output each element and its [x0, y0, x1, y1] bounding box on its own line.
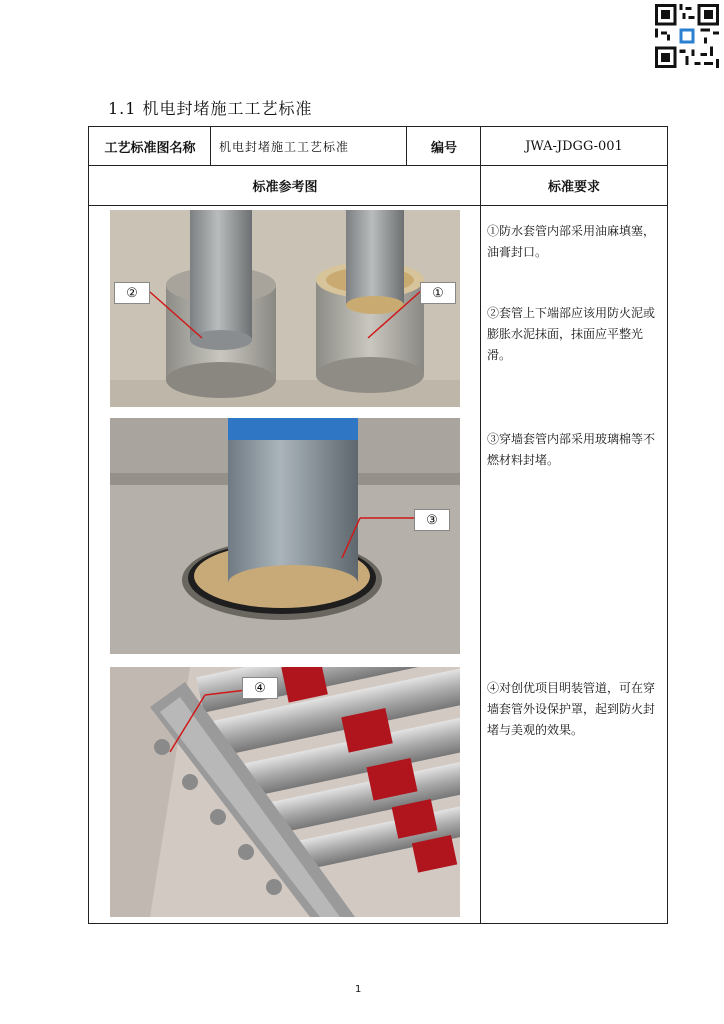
- qr-code-icon: [655, 4, 719, 68]
- column-reference-header: 标准参考图: [252, 179, 318, 195]
- page-number: 1: [355, 984, 362, 995]
- photo-3-label: ④: [242, 677, 278, 699]
- section-heading: 1.1 机电封堵施工工艺标准: [108, 99, 313, 118]
- name-value: 机电封堵施工工艺标准: [219, 139, 350, 154]
- requirement-4: ④对创优项目明装管道，可在穿墙套管外设保护罩，起到防火封堵与美观的效果。: [487, 681, 656, 737]
- requirement-2: ②套管上下端部应该用防火泥或膨胀水泥抹面，抹面应平整光滑。: [487, 306, 656, 362]
- reference-photo-2: [110, 418, 460, 654]
- reference-photo-1: [110, 210, 460, 407]
- code-label: 编号: [430, 140, 457, 156]
- name-label: 工艺标准图名称: [104, 140, 196, 156]
- code-value: JWA-JDGG-001: [525, 138, 623, 154]
- requirement-1: ①防水套管内部采用油麻填塞，油膏封口。: [487, 224, 656, 259]
- table-header-row: [89, 127, 667, 166]
- photo-1-label-right: ①: [420, 282, 456, 304]
- requirement-3: ③穿墙套管内部采用玻璃棉等不燃材料封堵。: [487, 432, 656, 467]
- photo-2-label: ③: [414, 509, 450, 531]
- reference-photo-3: [110, 667, 460, 917]
- column-requirement-header: 标准要求: [547, 179, 600, 195]
- standard-table: [88, 126, 668, 924]
- column-header-row: [89, 165, 667, 206]
- photo-1-label-left: ②: [114, 282, 150, 304]
